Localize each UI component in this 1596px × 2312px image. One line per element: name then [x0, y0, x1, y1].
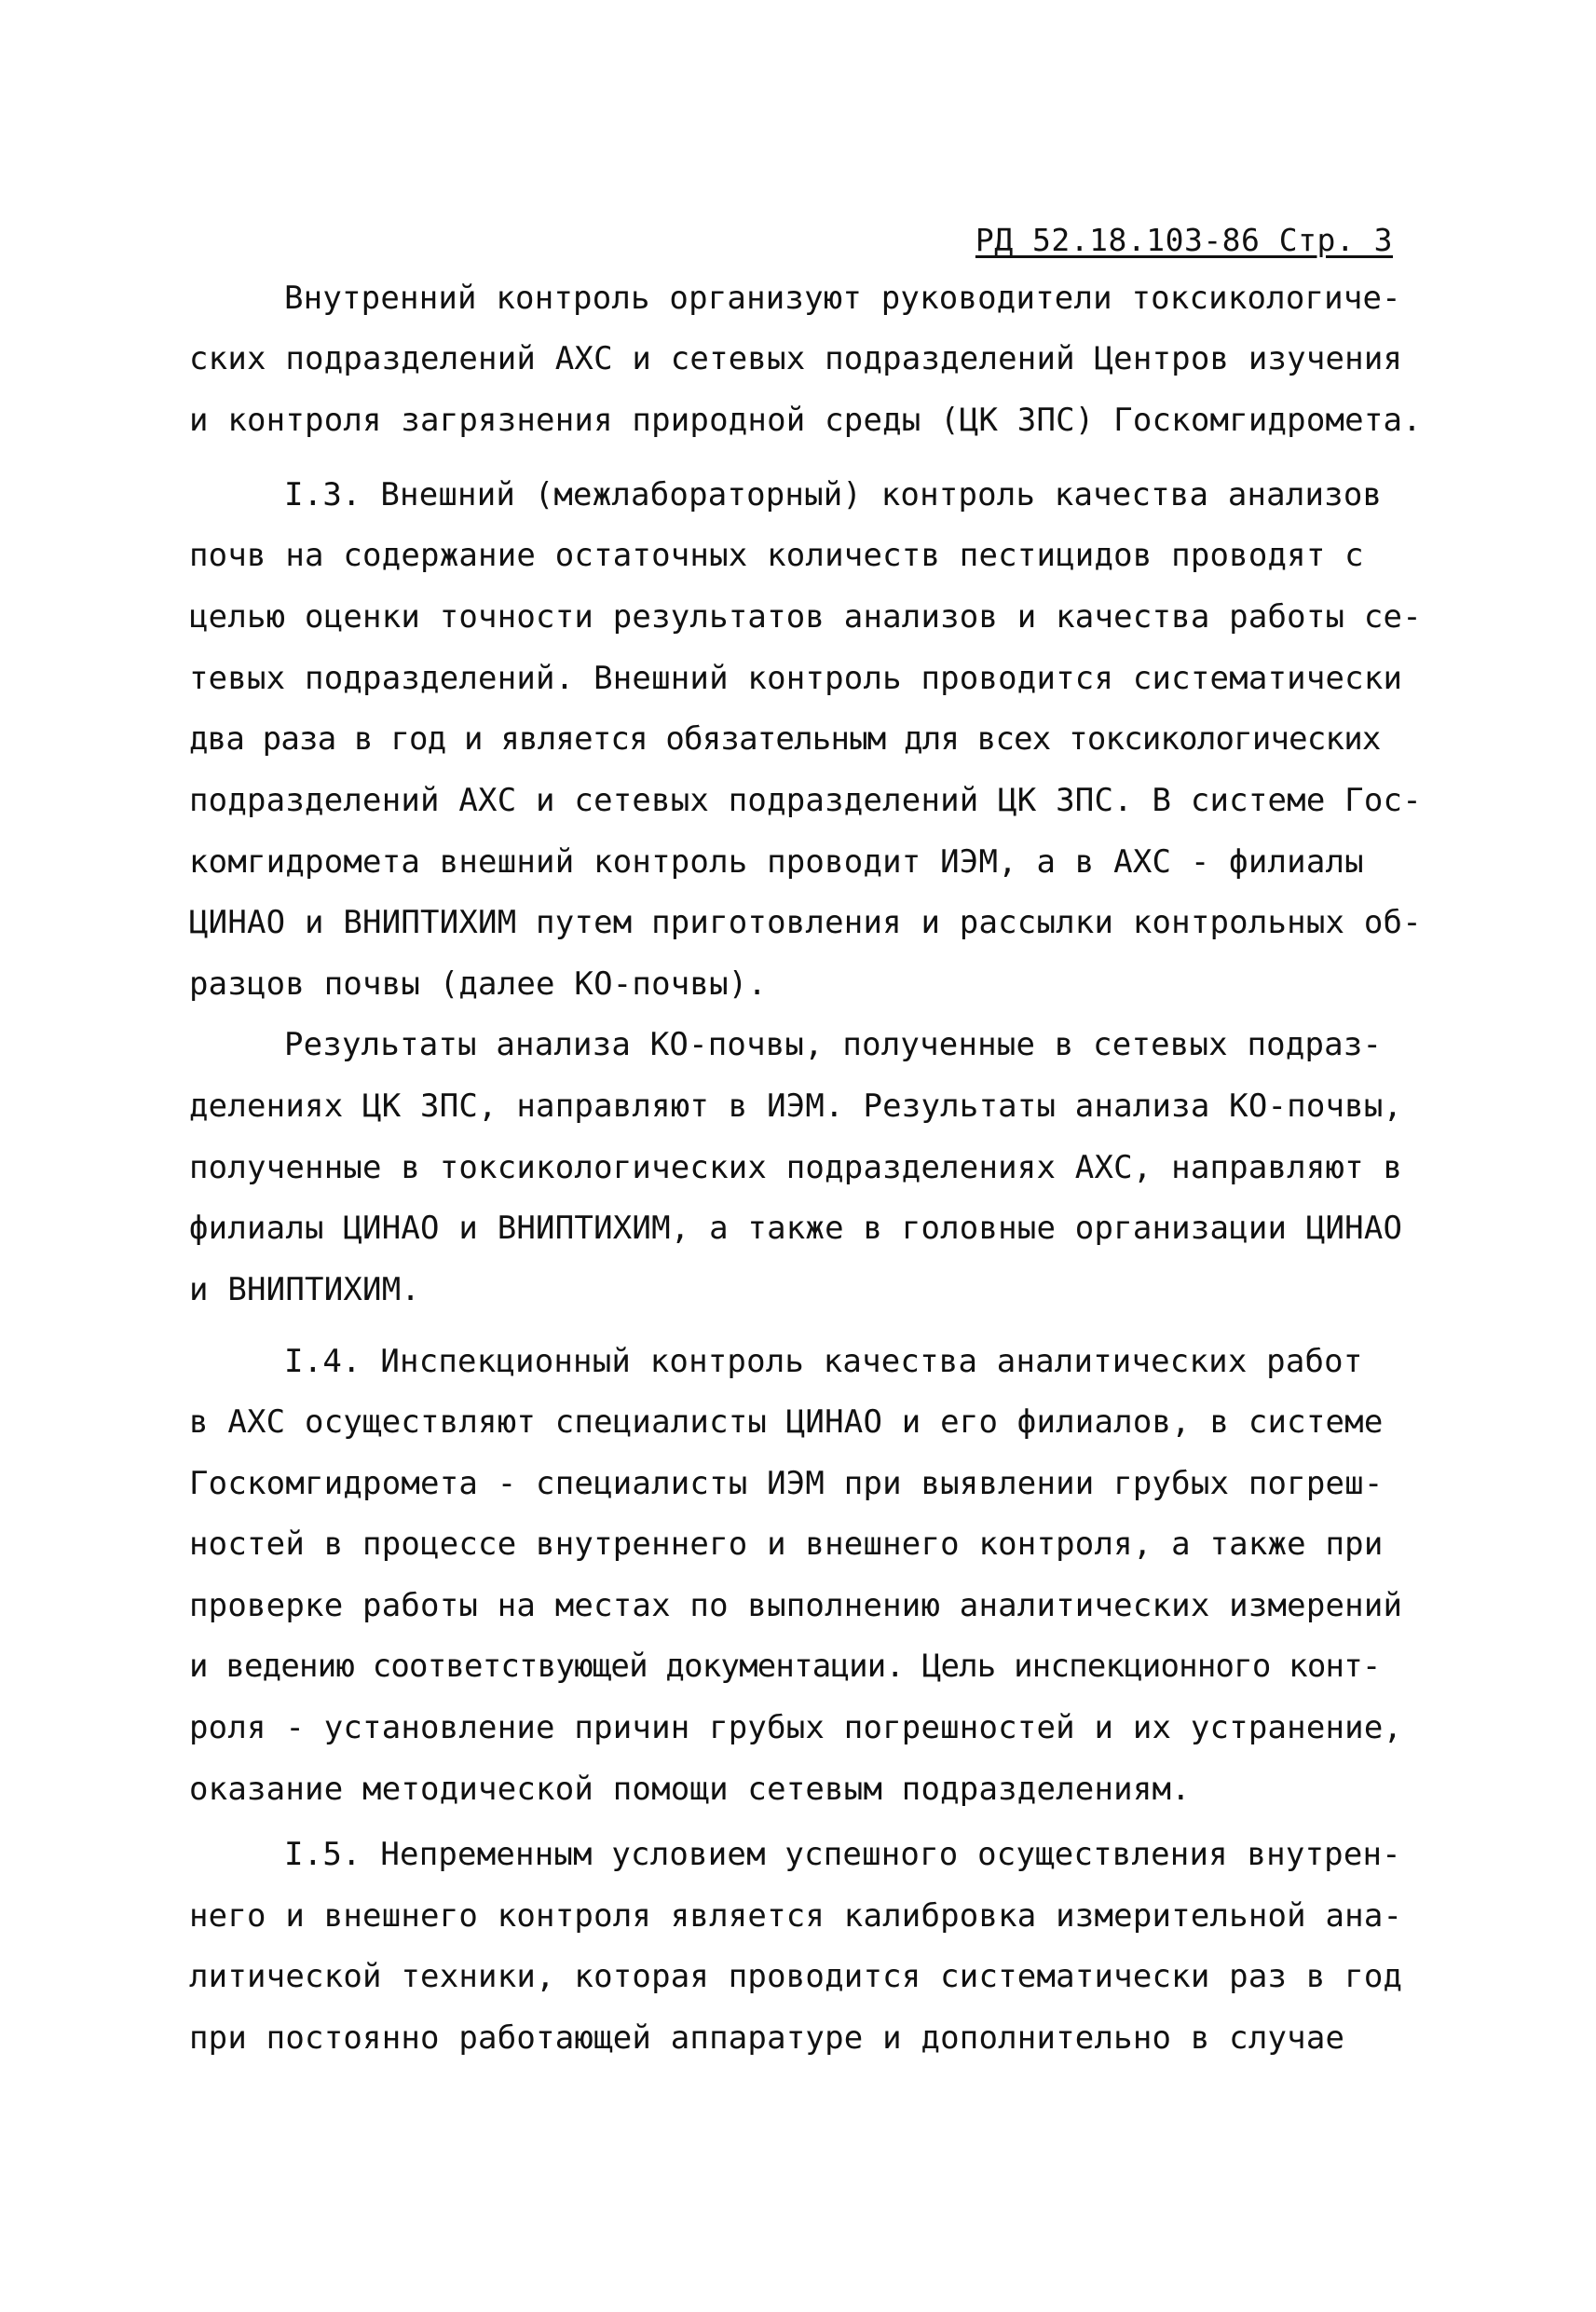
text-line: I.5. Непременным условием успешного осуществления внутрен-: [284, 1836, 1401, 1873]
text-line: полученные в токсикологических подразделениях АХС, направляют в: [189, 1149, 1403, 1186]
text-line: проверке работы на местах по выполнению аналитических измерений: [189, 1587, 1403, 1624]
page-header: РД 52.18.103-86 Стр. 3: [975, 222, 1393, 258]
text-line: и контроля загрязнения природной среды (ЦК ЗПС) Госкомгидромета.: [189, 402, 1422, 439]
text-line: разцов почвы (далее КО-почвы).: [189, 965, 768, 1003]
text-line: почв на содержание остаточных количеств пестицидов проводят с: [189, 537, 1364, 574]
text-line: Результаты анализа КО-почвы, полученные в сетевых подраз-: [284, 1026, 1383, 1063]
text-line: и ведению соответствующей документации. Цель инспекционного конт-: [189, 1648, 1381, 1685]
text-line: него и внешнего контроля является калибровка измерительной ана-: [189, 1897, 1403, 1935]
text-line: ностей в процессе внутреннего и внешнего контроля, а также при: [189, 1525, 1384, 1563]
text-line: два раза в год и является обязательным для всех токсикологических: [189, 720, 1381, 758]
text-line: в АХС осуществляют специалисты ЦИНАО и его филиалов, в системе: [189, 1403, 1384, 1441]
text-line: Внутренний контроль организуют руководители токсикологиче-: [284, 280, 1401, 317]
text-line: ских подразделений АХС и сетевых подразделений Центров изучения: [189, 340, 1403, 377]
text-line: роля - установление причин грубых погрешностей и их устранение,: [189, 1709, 1403, 1746]
text-line: целью оценки точности результатов анализов и качества работы се-: [189, 598, 1422, 636]
text-line: и ВНИПТИХИМ.: [189, 1271, 421, 1308]
text-line: делениях ЦК ЗПС, направляют в ИЭМ. Результаты анализа КО-почвы,: [189, 1088, 1403, 1125]
text-line: тевых подразделений. Внешний контроль проводится систематически: [189, 660, 1403, 697]
text-line: I.4. Инспекционный контроль качества аналитических работ: [284, 1343, 1363, 1380]
text-line: литической техники, которая проводится систематически раз в год: [189, 1958, 1403, 1995]
text-line: I.3. Внешний (межлабораторный) контроль качества анализов: [284, 476, 1383, 513]
text-line: филиалы ЦИНАО и ВНИПТИХИМ, а также в головные организации ЦИНАО: [189, 1210, 1403, 1247]
text-line: оказание методической помощи сетевым подразделениям.: [189, 1771, 1191, 1808]
text-line: ЦИНАО и ВНИПТИХИМ путем приготовления и рассылки контрольных об-: [189, 904, 1422, 941]
text-line: комгидромета внешний контроль проводит ИЭМ, а в АХС - филиалы: [189, 843, 1364, 881]
text-line: при постоянно работающей аппаратуре и дополнительно в случае: [189, 2019, 1345, 2057]
text-line: Госкомгидромета - специалисты ИЭМ при выявлении грубых погреш-: [189, 1465, 1384, 1502]
text-line: подразделений АХС и сетевых подразделений ЦК ЗПС. В системе Гос-: [189, 782, 1422, 819]
